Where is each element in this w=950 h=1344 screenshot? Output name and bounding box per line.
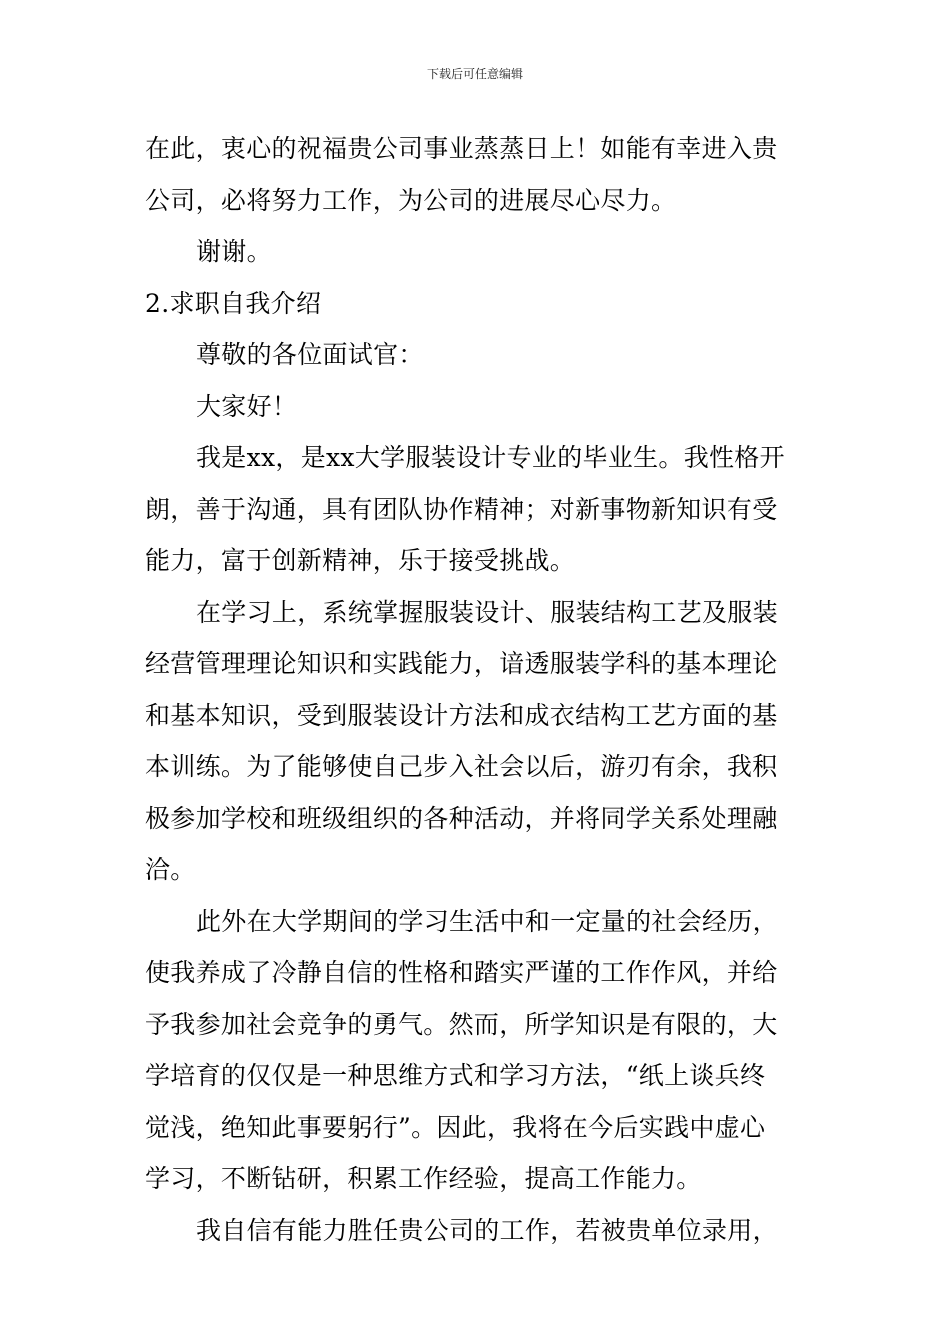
paragraph-line: 能力，富于创新精神，乐于接受挑战。 — [145, 546, 576, 575]
paragraph-line: 极参加学校和班级组织的各种活动，并将同学关系处理融 — [145, 803, 778, 833]
paragraph-line: 使我养成了冷静自信的性格和踏实严谨的工作作风，并给 — [145, 958, 778, 987]
paragraph-line: 在此，衷心的祝福贵公司事业蒸蒸日上！如能有幸进入贵 — [145, 134, 778, 163]
paragraph-line: 洽。 — [145, 855, 196, 884]
paragraph-line: 朗，善于沟通，具有团队协作精神；对新事物新知识有受 — [145, 494, 778, 524]
paragraph-line: 我是xx，是xx大学服装设计专业的毕业生。我性格开 — [196, 443, 785, 472]
paragraph-line: 和基本知识，受到服装设计方法和成衣结构工艺方面的基 — [145, 700, 778, 730]
page-header: 下载后可任意编辑 — [426, 67, 523, 81]
paragraph-line: 此外在大学期间的学习生活中和一定量的社会经历， — [196, 906, 778, 936]
paragraph-line: 予我参加社会竞争的勇气。然而，所学知识是有限的，大 — [145, 1009, 778, 1039]
document-body — [145, 123, 811, 1256]
paragraph-line: 我自信有能力胜任贵公司的工作，若被贵单位录用， — [196, 1215, 778, 1245]
greeting-line: 大家好！ — [196, 391, 298, 421]
paragraph-line: 公司，必将努力工作，为公司的进展尽心尽力。 — [145, 185, 677, 215]
paragraph-line: 学培育的仅仅是一种思维方式和学习方法，“纸上谈兵终 — [145, 1061, 766, 1090]
thanks-line: 谢谢。 — [196, 237, 272, 266]
paragraph-line: 经营管理理论知识和实践能力，谙透服装学科的基本理论 — [145, 649, 778, 678]
paragraph-line: 觉浅，绝知此事要躬行”。因此，我将在今后实践中虚心 — [145, 1112, 766, 1142]
paragraph-line: 学习，不断钻研，积累工作经验，提高工作能力。 — [145, 1164, 702, 1193]
salutation-line: 尊敬的各位面试官： — [196, 340, 424, 369]
section-heading: 2.求职自我介绍 — [145, 288, 322, 318]
paragraph-line: 在学习上，系统掌握服装设计、服装结构工艺及服装 — [196, 597, 778, 627]
paragraph-line: 本训练。为了能够使自己步入社会以后，游刃有余，我积 — [145, 752, 778, 781]
